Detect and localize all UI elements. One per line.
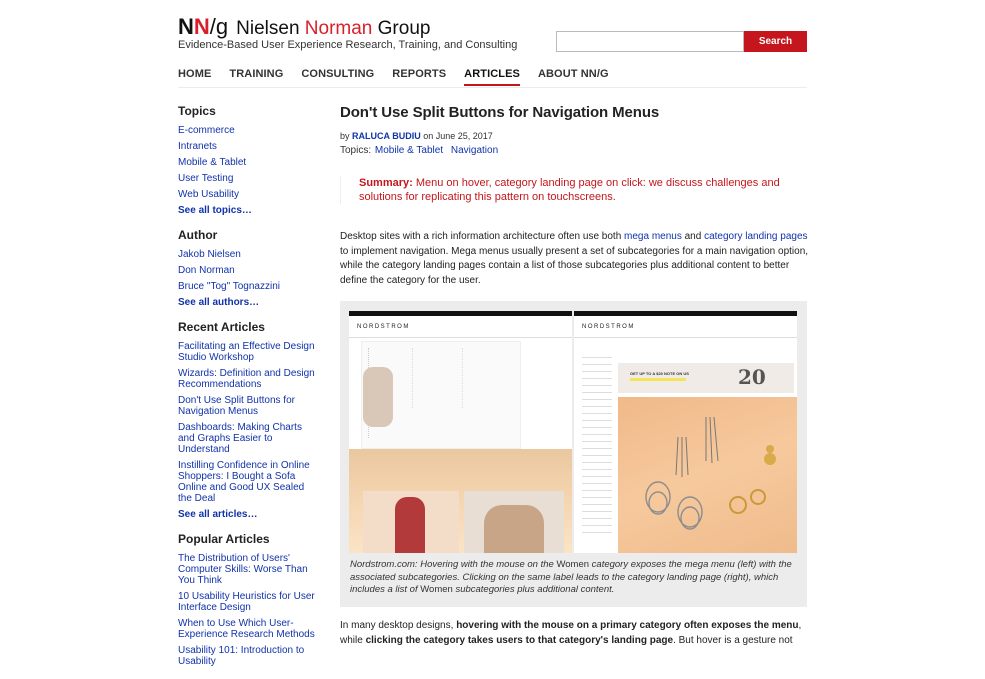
screenshot-topbar [349,311,572,316]
author-link[interactable]: Bruce "Tog" Tognazzini [178,281,280,292]
popular-article-link[interactable]: 10 Usability Heuristics for User Interface Design [178,591,315,613]
nng-logo[interactable] [178,14,430,38]
see-all-authors-link[interactable]: See all authors… [178,297,260,308]
summary-label: Summary: [359,177,413,189]
figure-caption [350,559,800,597]
caption-text: subcategories plus additional content. [455,584,615,595]
body-text: . But hover is a gesture not [673,634,793,646]
screenshot-nav-line [574,337,797,338]
caption-category: Women [556,559,590,570]
recent-article-link[interactable]: Wizards: Definition and Design Recommendations [178,368,315,390]
figure [340,301,807,607]
main-nav [178,68,627,86]
logo-slash-g: /g [209,14,229,39]
popular-article-link[interactable]: The Distribution of Users' Computer Skills: Worse Than You Think [178,553,308,586]
nav-articles[interactable]: ARTICLES [464,68,520,86]
article [340,104,810,646]
screenshot-topbar [574,311,797,316]
intro-text: Desktop sites with a rich information architecture often use both [340,231,622,242]
topic-link[interactable]: User Testing [178,173,234,184]
model-figure [395,497,425,553]
nordstrom-logo: NORDSTROM [357,324,410,330]
brand-group: Group [377,18,431,39]
caption-category: Women [420,584,453,595]
topic-link[interactable]: Intranets [178,141,217,152]
intro-text: to implement navigation. Mega menus usually present a set of subcategories for a main navigation option, while the category landing pages contain a list of those subcategories plus additional content to better define the category for the user. [340,245,809,286]
model-thumb [363,367,393,427]
mega-menu-screenshot [349,311,572,553]
body-text: In many desktop designs, [340,620,454,631]
brand-norman: Norman [304,18,373,39]
publish-date: on June 25, 2017 [423,131,493,141]
caption-text: Nordstrom.com: Hovering with the mouse on the [350,559,554,570]
article-title: Don't Use Split Buttons for Navigation Menus [340,104,660,121]
brand-nielsen: Nielsen [236,18,300,39]
promo-text: GET UP TO A $20 NOTE ON US [630,371,689,376]
subcategory-list [582,357,614,547]
nav-about[interactable]: ABOUT NN/G [537,68,609,80]
byline [340,131,810,141]
article-topics [340,145,810,156]
recent-articles-list [178,341,318,520]
tagline: Evidence-Based User Experience Research, Training, and Consulting [178,39,518,51]
category-landing-pages-link[interactable]: category landing pages [704,231,808,242]
article-summary [340,176,800,204]
nav-reports[interactable]: REPORTS [392,68,447,80]
nav-training[interactable]: TRAINING [229,68,284,80]
logo-n1: N [178,14,194,39]
body-paragraph [340,619,807,648]
logo-mark [178,14,228,40]
topic-navigation-link[interactable]: Navigation [450,145,499,156]
earrings-graphic [618,397,797,553]
recent-article-link[interactable]: Dashboards: Making Charts and Graphs Easier to Understand [178,422,302,455]
nav-divider [178,87,807,88]
topic-mobile-tablet-link[interactable]: Mobile & Tablet [374,145,444,156]
nav-consulting[interactable]: CONSULTING [301,68,375,80]
topics-heading: Topics [178,104,216,118]
author-link[interactable]: Jakob Nielsen [178,249,241,260]
model-photo [464,491,564,553]
topics-label: Topics: [340,145,372,156]
author-heading: Author [178,228,218,242]
intro-text: and [684,231,702,242]
promo-banner [618,363,794,393]
jewelry-photo [618,397,797,553]
sidebar [178,104,318,679]
popular-article-link[interactable]: When to Use Which User-Experience Research Methods [178,618,315,640]
topics-list [178,125,318,216]
body-bold-text: hovering with the mouse on a primary category often exposes the menu [456,620,799,631]
topic-link[interactable]: Web Usability [178,189,239,200]
nav-home[interactable]: HOME [178,68,212,80]
nordstrom-logo: NORDSTROM [582,324,635,330]
popular-articles-heading: Popular Articles [178,532,270,546]
recent-article-link[interactable]: Facilitating an Effective Design Studio Workshop [178,341,315,363]
summary-text: Menu on hover, category landing page on click: we discuss challenges and solutions for replicating this pattern on touchscreens. [359,177,780,203]
promo-number: 20 [738,365,766,389]
author-link[interactable]: RALUCA BUDIU [352,131,421,141]
caption-text: category exposes the mega menu (left) with the associated subcategories. Clicking on the same label leads to the category landing page (right), which includes a list of [350,559,792,595]
body-bold-text: clicking the category takes users to that category's landing page [365,634,674,646]
recent-articles-heading: Recent Articles [178,320,265,334]
category-landing-screenshot [574,311,797,553]
model-photo [363,491,459,553]
see-all-articles-link[interactable]: See all articles… [178,509,258,520]
menu-column [412,348,452,408]
topic-link[interactable]: E-commerce [178,125,235,136]
topic-link[interactable]: Mobile & Tablet [178,157,247,168]
author-link[interactable]: Don Norman [178,265,235,276]
search-button[interactable]: Search [744,31,807,52]
logo-n2: N [193,14,210,39]
popular-article-link[interactable]: Usability 101: Introduction to Usability [178,645,305,667]
subcategory-lines [582,357,612,537]
screenshot-nav-line [349,337,572,338]
menu-column [462,348,502,408]
popular-articles-list [178,553,318,667]
recent-article-link[interactable]: Instilling Confidence in Online Shoppers: I Bought a Sofa Online and Good UX Sealed the Deal [178,460,310,504]
see-all-topics-link[interactable]: See all topics… [178,205,252,216]
body-text: , while [340,620,802,646]
mega-menus-link[interactable]: mega menus [624,231,682,242]
brand-name [236,18,430,40]
authors-list [178,249,318,308]
model-figure [484,505,544,553]
promo-highlight [630,378,686,381]
recent-article-link[interactable]: Don't Use Split Buttons for Navigation Menus [178,395,295,417]
intro-paragraph [340,230,810,288]
byline-by: by [340,131,350,141]
search-input[interactable] [556,31,744,52]
